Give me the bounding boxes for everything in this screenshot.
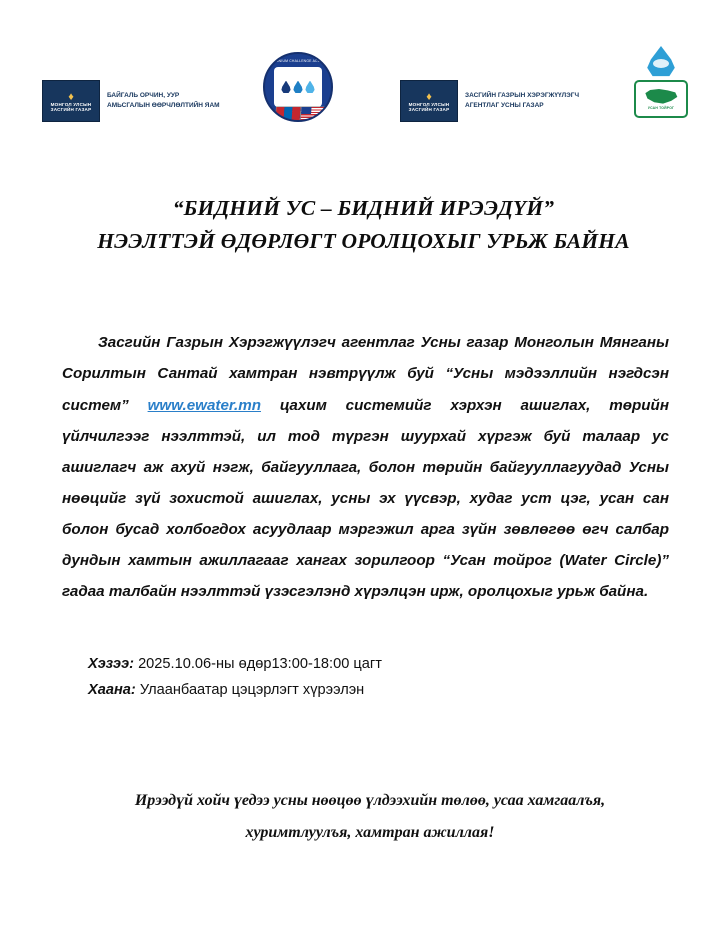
- ministry-caption: [107, 91, 220, 111]
- event-details: [88, 652, 648, 703]
- ministry-emblem-line2: ЗАСГИЙН ГАЗАР: [50, 106, 92, 112]
- logo-strip: [0, 44, 727, 139]
- water-circle-badge: [634, 80, 688, 118]
- agency-logo: [400, 80, 579, 122]
- soyombo-icon: ♦: [426, 90, 432, 103]
- soyombo-icon: ♦: [68, 90, 74, 103]
- page-title-line1: “БИДНИЙ УС – БИДНИЙ ИРЭЭДҮЙ”: [172, 196, 555, 220]
- event-when-value: 2025.10.06-ны өдөр13:00-18:00 цагт: [134, 656, 382, 672]
- agency-emblem-line1: МОНГОЛ УЛСЫН: [408, 101, 450, 107]
- page-title: [0, 192, 727, 259]
- water-circle-logo: [632, 46, 690, 120]
- agency-caption-line1: ЗАСГИЙН ГАЗРЫН ХЭРЭГЖҮҮЛЭГЧ: [465, 92, 580, 100]
- ministry-caption-line1: БАЙГАЛЬ ОРЧИН, УУР: [107, 92, 180, 100]
- event-when-row: [88, 652, 648, 678]
- closing-slogan: [90, 785, 650, 849]
- ministry-emblem-line1: МОНГОЛ УЛСЫН: [50, 101, 92, 107]
- water-circle-badge-text: УСАН ТОЙРОГ: [647, 106, 675, 110]
- event-where-row: [88, 678, 648, 704]
- agency-emblem-icon: [400, 80, 458, 122]
- mca-seal-icon: [263, 52, 333, 122]
- ministry-logo: [42, 80, 220, 122]
- event-where-label: Хаана:: [88, 681, 136, 698]
- ministry-emblem-icon: [42, 80, 100, 122]
- mca-mongolia-seal: [263, 52, 333, 122]
- event-when-label: Хэзээ:: [88, 656, 135, 672]
- mca-seal-top-text: MILLENNIUM CHALLENGE ACCOUNT: [265, 59, 331, 63]
- water-drop-icon: [646, 46, 676, 78]
- agency-caption: [465, 91, 579, 111]
- flags-icon: [271, 92, 329, 122]
- mongolia-flag-icon: [275, 107, 300, 122]
- body-part-1: Засгийн Газрын Хэрэгжүүлэгч агентлаг Усны газар Монголын Мянганы Сорилтын Сантай хамтран нэвтрүүлж буй “Усны мэдээллийн нэгдсэн систем”: [62, 334, 669, 414]
- invitation-body: [62, 327, 669, 607]
- body-part-2: цахим системийг хэрхэн ашиглах, төрийн үйлчилгээг нээлттэй, ил тод түргэн шуурхай хүргэж буй талаар ус ашиглагч аж ахуй нэгж, байгууллага, болон төрийн байгууллагуудад Усны нөөцийг зүй зохистой ашиглах, усны эх үүсвэр, худаг уст цэг, усан сан болон бусад холбогдох асуудлаар мэргэжил арга зүйн зөвлөгөө өгч салбар дундын хамтын ажиллагааг хангах зорилгоор “Усан тойрог (Water Circle)” гадаа талбайн нээлттэй үзэсгэлэнд хүрэлцэн ирж, оролцохыг урьж байна.: [62, 396, 669, 601]
- usa-flag-icon: [300, 107, 325, 122]
- mongolia-map-icon: [644, 88, 678, 105]
- closing-line2: хуримтлуулъя, хамтран ажиллая!: [245, 824, 495, 841]
- agency-caption-line2: АГЕНТЛАГ УСНЫ ГАЗАР: [465, 102, 544, 109]
- water-circle-icon: [632, 46, 690, 120]
- page-title-line2: НЭЭЛТТЭЙ ӨДӨРЛӨГТ ОРОЛЦОХЫГ УРЬЖ БАЙНА: [97, 229, 630, 254]
- ministry-caption-line2: АМЬСГАЛЫН ӨӨРЧЛӨЛТИЙН ЯАМ: [107, 102, 220, 109]
- closing-line1: Ирээдүй хойч үедээ усны нөөцөө үлдээхийн төлөө, усаа хамгаалъя,: [134, 792, 606, 809]
- agency-emblem-line2: ЗАСГИЙН ГАЗАР: [408, 106, 450, 112]
- event-where-value: Улаанбаатар цэцэрлэгт хүрээлэн: [135, 681, 365, 698]
- ewater-link[interactable]: www.ewater.mn: [147, 396, 261, 414]
